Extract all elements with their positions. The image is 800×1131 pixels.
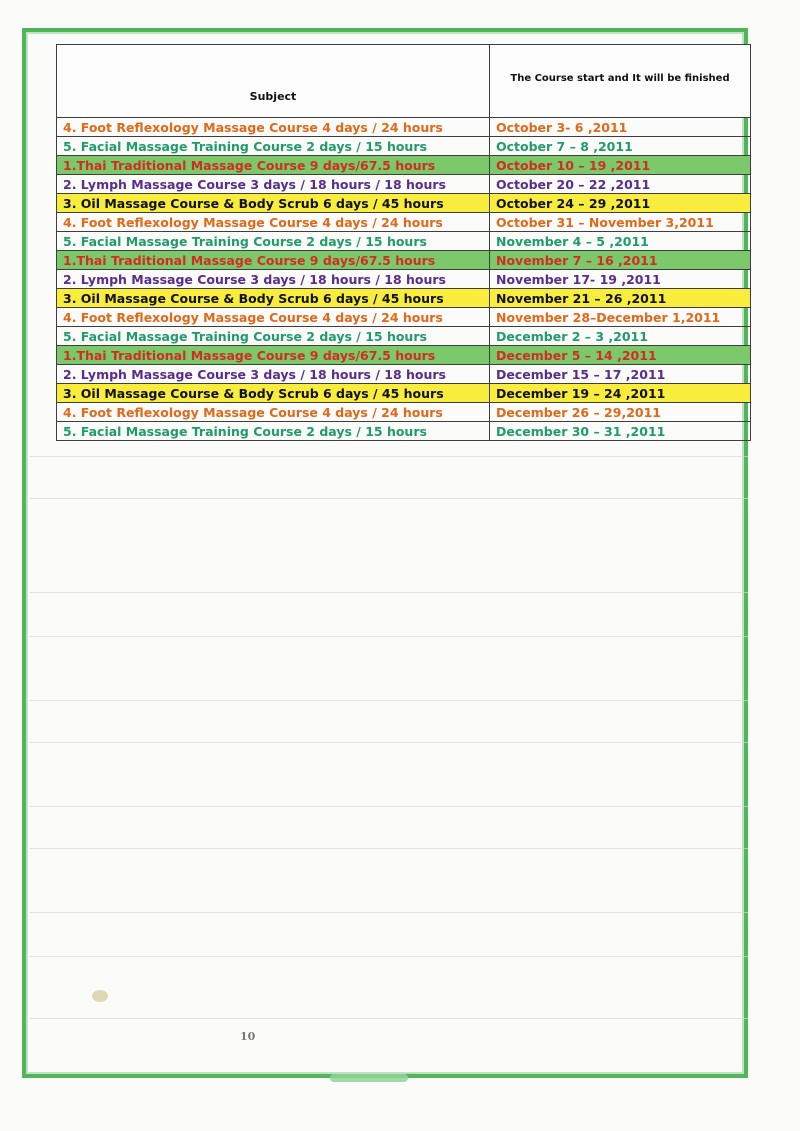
- stain-mark: [92, 990, 108, 1002]
- bleed-through-line: [30, 592, 748, 593]
- bleed-through-line: [30, 956, 748, 957]
- course-subject-cell: 4. Foot Reflexology Massage Course 4 days / 24 hours: [57, 308, 490, 327]
- table-row: [57, 175, 751, 194]
- bleed-through-line: [30, 742, 748, 743]
- tape-mark: [330, 1074, 408, 1082]
- course-dates-cell: November 7 – 16 ,2011: [490, 251, 751, 270]
- course-subject-cell: 2. Lymph Massage Course 3 days / 18 hours / 18 hours: [57, 270, 490, 289]
- dates-column-header: The Course start and It will be finished: [490, 45, 751, 118]
- course-subject-cell: 4. Foot Reflexology Massage Course 4 days / 24 hours: [57, 403, 490, 422]
- course-dates-cell: November 21 – 26 ,2011: [490, 289, 751, 308]
- table-row: [57, 156, 751, 175]
- course-subject-cell: 3. Oil Massage Course & Body Scrub 6 days / 45 hours: [57, 289, 490, 308]
- table-row: [57, 384, 751, 403]
- table-row: [57, 232, 751, 251]
- table-row: [57, 346, 751, 365]
- course-subject-cell: 1.Thai Traditional Massage Course 9 days/67.5 hours: [57, 346, 490, 365]
- course-dates-cell: December 2 – 3 ,2011: [490, 327, 751, 346]
- table-row: [57, 327, 751, 346]
- course-dates-cell: October 31 – November 3,2011: [490, 213, 751, 232]
- course-dates-cell: November 4 – 5 ,2011: [490, 232, 751, 251]
- course-subject-cell: 5. Facial Massage Training Course 2 days / 15 hours: [57, 232, 490, 251]
- course-subject-cell: 1.Thai Traditional Massage Course 9 days/67.5 hours: [57, 251, 490, 270]
- table-row: [57, 213, 751, 232]
- table-row: [57, 365, 751, 384]
- bleed-through-line: [30, 700, 748, 701]
- course-dates-cell: December 19 – 24 ,2011: [490, 384, 751, 403]
- course-dates-cell: October 7 – 8 ,2011: [490, 137, 751, 156]
- course-dates-cell: October 24 – 29 ,2011: [490, 194, 751, 213]
- page-number: 10: [240, 1030, 256, 1043]
- course-dates-cell: December 26 – 29,2011: [490, 403, 751, 422]
- table-row: [57, 289, 751, 308]
- course-subject-cell: 4. Foot Reflexology Massage Course 4 days / 24 hours: [57, 118, 490, 137]
- bleed-through-line: [30, 1018, 748, 1019]
- course-schedule-table: [56, 44, 751, 441]
- table-row: [57, 403, 751, 422]
- course-dates-cell: November 28–December 1,2011: [490, 308, 751, 327]
- course-subject-cell: 2. Lymph Massage Course 3 days / 18 hours / 18 hours: [57, 365, 490, 384]
- course-subject-cell: 2. Lymph Massage Course 3 days / 18 hours / 18 hours: [57, 175, 490, 194]
- course-subject-cell: 5. Facial Massage Training Course 2 days / 15 hours: [57, 422, 490, 441]
- table-row: [57, 137, 751, 156]
- table-row: [57, 251, 751, 270]
- course-subject-cell: 5. Facial Massage Training Course 2 days / 15 hours: [57, 137, 490, 156]
- table-row: [57, 270, 751, 289]
- course-subject-cell: 5. Facial Massage Training Course 2 days / 15 hours: [57, 327, 490, 346]
- table-row: [57, 422, 751, 441]
- bleed-through-line: [30, 636, 748, 637]
- course-dates-cell: October 20 – 22 ,2011: [490, 175, 751, 194]
- bleed-through-line: [30, 912, 748, 913]
- course-subject-cell: 1.Thai Traditional Massage Course 9 days/67.5 hours: [57, 156, 490, 175]
- bleed-through-line: [30, 806, 748, 807]
- course-dates-cell: December 5 – 14 ,2011: [490, 346, 751, 365]
- course-dates-cell: December 15 – 17 ,2011: [490, 365, 751, 384]
- course-dates-cell: October 10 – 19 ,2011: [490, 156, 751, 175]
- subject-column-header: Subject: [57, 45, 490, 118]
- course-subject-cell: 3. Oil Massage Course & Body Scrub 6 days / 45 hours: [57, 384, 490, 403]
- course-dates-cell: November 17- 19 ,2011: [490, 270, 751, 289]
- bleed-through-line: [30, 848, 748, 849]
- table-row: [57, 308, 751, 327]
- table-header-row: [57, 45, 751, 118]
- course-subject-cell: 4. Foot Reflexology Massage Course 4 days / 24 hours: [57, 213, 490, 232]
- bleed-through-line: [30, 456, 748, 457]
- course-subject-cell: 3. Oil Massage Course & Body Scrub 6 days / 45 hours: [57, 194, 490, 213]
- course-dates-cell: October 3- 6 ,2011: [490, 118, 751, 137]
- bleed-through-line: [30, 498, 748, 499]
- table-row: [57, 194, 751, 213]
- course-dates-cell: December 30 – 31 ,2011: [490, 422, 751, 441]
- table-row: [57, 118, 751, 137]
- schedule-body: [57, 118, 751, 441]
